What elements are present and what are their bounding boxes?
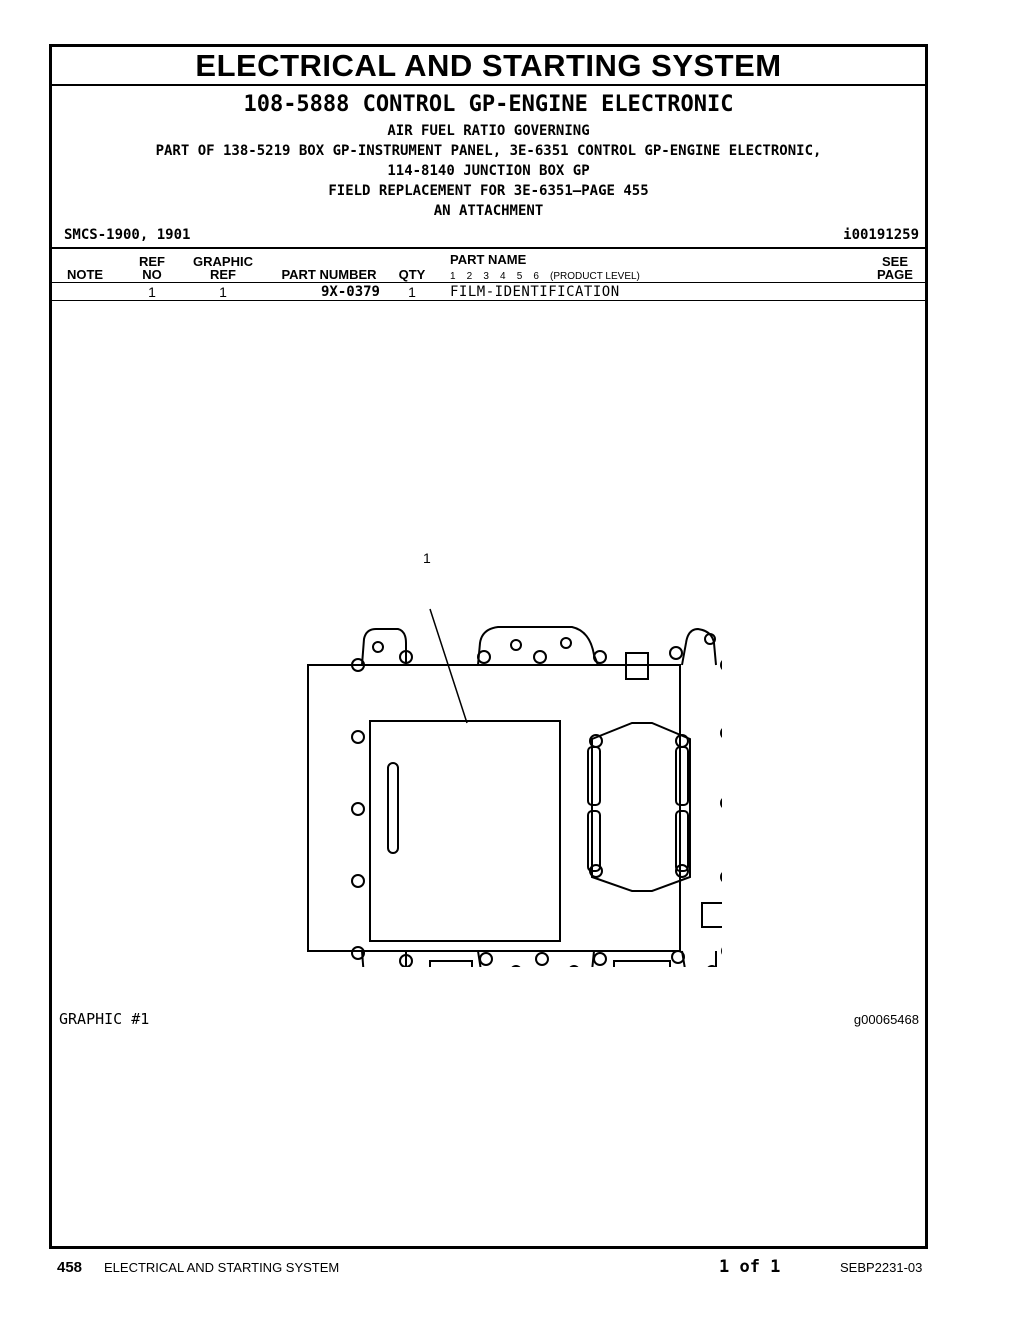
attachment-line: AN ATTACHMENT bbox=[433, 203, 544, 219]
col-product-levels: 1 2 3 4 5 6 (PRODUCT LEVEL) bbox=[450, 271, 640, 282]
smcs-code: SMCS-1900, 1901 bbox=[64, 227, 191, 243]
column-header bbox=[52, 249, 925, 283]
illustration-id: i00191259 bbox=[843, 227, 919, 243]
page-title: ELECTRICAL AND STARTING SYSTEM bbox=[52, 47, 925, 86]
group-subtitle: AIR FUEL RATIO GOVERNING bbox=[387, 123, 590, 139]
col-graphic-bottom: REF bbox=[210, 267, 236, 282]
callout-number: 1 bbox=[423, 550, 431, 566]
col-graphic-top: GRAPHIC bbox=[193, 254, 253, 269]
col-see-top: SEE bbox=[881, 254, 908, 269]
ref-no: 1 bbox=[148, 284, 156, 300]
col-ref-bottom: NO bbox=[142, 267, 162, 282]
group-title: 108-5888 CONTROL GP-ENGINE ELECTRONIC bbox=[243, 92, 734, 117]
doc-id: SEBP2231-03 bbox=[840, 1260, 923, 1275]
table-row bbox=[52, 284, 925, 301]
graphic-ref: 1 bbox=[219, 284, 227, 300]
part-of-line-2: 114-8140 JUNCTION BOX GP bbox=[387, 163, 590, 179]
part-of-line: PART OF 138-5219 BOX GP-INSTRUMENT PANEL, 3E-6351 CONTROL GP-ENGINE ELECTRONIC, bbox=[155, 143, 822, 159]
footer-section: ELECTRICAL AND STARTING SYSTEM bbox=[104, 1260, 340, 1275]
page-number: 458 bbox=[57, 1259, 83, 1276]
col-part-number: PART NUMBER bbox=[281, 267, 377, 282]
group-header bbox=[52, 86, 925, 249]
page-frame bbox=[49, 44, 928, 1249]
part-number: 9X-0379 bbox=[320, 284, 380, 300]
col-qty: QTY bbox=[398, 267, 426, 282]
field-replacement-line: FIELD REPLACEMENT FOR 3E-6351—PAGE 455 bbox=[328, 183, 649, 199]
col-see-bottom: PAGE bbox=[877, 267, 913, 282]
page-of: 1 of 1 bbox=[719, 1257, 781, 1277]
graphic-label: GRAPHIC #1 bbox=[59, 1010, 150, 1028]
qty: 1 bbox=[408, 284, 416, 300]
col-part-name: PART NAME bbox=[450, 252, 527, 267]
col-ref-top: REF bbox=[139, 254, 165, 269]
graphic-id: g00065468 bbox=[853, 1012, 919, 1027]
col-note: NOTE bbox=[66, 267, 104, 282]
part-name: FILM-IDENTIFICATION bbox=[450, 284, 620, 300]
control-module-drawing bbox=[302, 547, 722, 967]
